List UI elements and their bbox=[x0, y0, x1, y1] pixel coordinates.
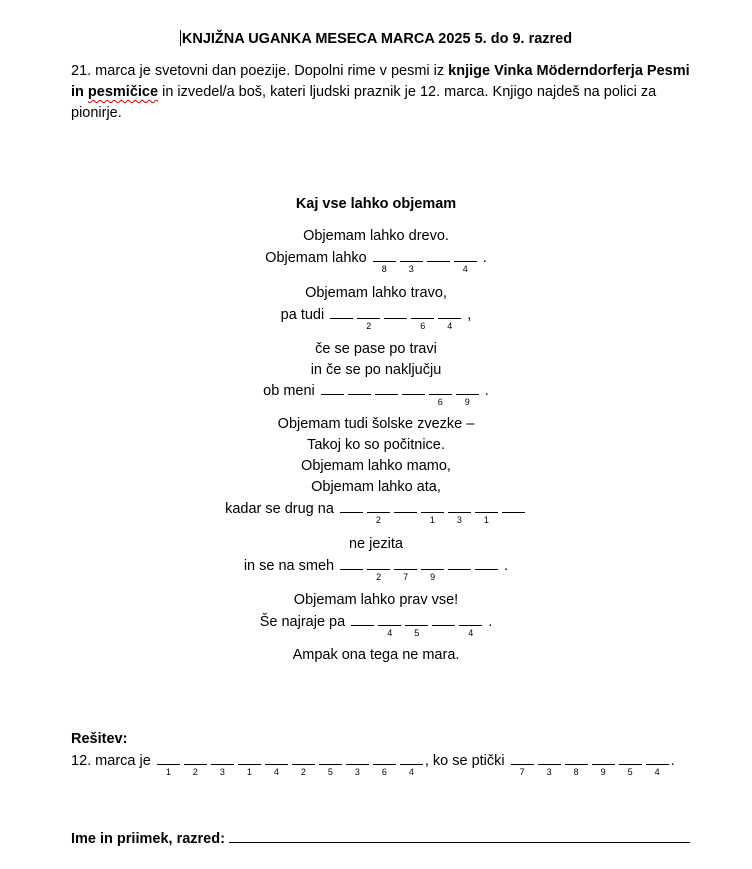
letter-index: 2 bbox=[375, 515, 381, 525]
letter-blank[interactable] bbox=[475, 500, 498, 525]
letter-index: 4 bbox=[408, 767, 414, 777]
letter-index: 3 bbox=[546, 767, 552, 777]
letter-blank[interactable] bbox=[238, 752, 261, 777]
letter-blank[interactable] bbox=[157, 752, 180, 777]
solution-line: 12. marca je 1 2 3 1 4 2 5 3 6 4 , ko se ptički 7 3 8 9 5 4 . bbox=[71, 753, 675, 777]
solution-blanks-1 bbox=[155, 753, 425, 777]
letter-index: 1 bbox=[429, 515, 435, 525]
letter-index: 4 bbox=[654, 767, 660, 777]
letter-index: 5 bbox=[627, 767, 633, 777]
book-title: knjige Vinka Möderndorferja Pesmi in pesmičice bbox=[71, 63, 690, 100]
letter-blank[interactable] bbox=[432, 613, 455, 626]
letter-index: 4 bbox=[462, 264, 468, 274]
letter-blank[interactable] bbox=[319, 752, 342, 777]
letter-blank[interactable] bbox=[438, 306, 461, 331]
letter-index: 2 bbox=[376, 572, 382, 582]
letter-index: 4 bbox=[468, 628, 474, 638]
letter-blank[interactable] bbox=[511, 752, 534, 777]
poem-line: Objemam tudi šolske zvezke – bbox=[277, 416, 475, 432]
text-cursor bbox=[180, 30, 181, 46]
letter-blank[interactable] bbox=[411, 306, 434, 331]
letter-blank[interactable] bbox=[538, 752, 561, 777]
letter-blank[interactable] bbox=[421, 500, 444, 525]
poem-line: Še najraje pa 4 5 4 . bbox=[259, 614, 493, 638]
poem-line: kadar se drug na 2 1 3 1 bbox=[0, 500, 752, 517]
letter-blank[interactable] bbox=[429, 382, 452, 407]
poem-line: Takoj ko so počitnice. bbox=[307, 437, 445, 453]
solution-blanks-2 bbox=[509, 753, 671, 777]
poem-line: ne jezita bbox=[348, 536, 403, 552]
letter-blank[interactable] bbox=[427, 249, 450, 262]
letter-blank[interactable] bbox=[646, 752, 669, 777]
letter-blank[interactable] bbox=[265, 752, 288, 777]
poem-line: pa tudi 2 6 4 , bbox=[280, 307, 472, 331]
letter-index: 2 bbox=[192, 767, 198, 777]
intro-paragraph: 21. marca je svetovni dan poezije. Dopolni rime v pesmi iz knjige Vinka Möderndorferja Pesmi in pesmičice in izvedel/a boš, kateri ljudski praznik je 12. marca. Knjigo najdeš na polici za pionirje. bbox=[71, 63, 690, 121]
poem-line: če se pase po travi bbox=[315, 341, 437, 357]
poem-line: Objemam lahko travo, bbox=[305, 285, 447, 301]
poem-line: Ampak ona tega ne mara. bbox=[292, 647, 460, 663]
poem-line: in se na smeh 2 7 9 . bbox=[243, 558, 509, 582]
letter-blank[interactable] bbox=[592, 752, 615, 777]
letter-index: 6 bbox=[420, 321, 426, 331]
letter-index: 7 bbox=[403, 572, 409, 582]
letter-index: 9 bbox=[430, 572, 436, 582]
letter-blank[interactable] bbox=[211, 752, 234, 777]
letter-index: 1 bbox=[165, 767, 171, 777]
letter-blank[interactable] bbox=[459, 613, 482, 638]
letter-blank[interactable] bbox=[346, 752, 369, 777]
letter-index: 4 bbox=[447, 321, 453, 331]
letter-blank[interactable] bbox=[502, 500, 525, 513]
letter-blank[interactable] bbox=[340, 500, 363, 513]
letter-blank[interactable] bbox=[394, 557, 417, 582]
letter-blank[interactable] bbox=[321, 382, 344, 395]
letter-index: 6 bbox=[437, 397, 443, 407]
letter-blank[interactable] bbox=[357, 306, 380, 331]
name-underline[interactable] bbox=[229, 828, 690, 843]
letter-index: 3 bbox=[408, 264, 414, 274]
letter-index: 9 bbox=[600, 767, 606, 777]
poem-line: Objemam lahko drevo. bbox=[303, 228, 449, 244]
letter-blank[interactable] bbox=[367, 500, 390, 525]
name-field: Ime in priimek, razred: bbox=[71, 828, 690, 847]
letter-blank[interactable] bbox=[373, 752, 396, 777]
letter-blank[interactable] bbox=[373, 249, 396, 274]
poem-line: Objemam lahko mamo, bbox=[301, 458, 451, 474]
letter-index: 4 bbox=[273, 767, 279, 777]
letter-blank[interactable] bbox=[184, 752, 207, 777]
letter-blank[interactable] bbox=[475, 557, 498, 570]
letter-blank[interactable] bbox=[384, 306, 407, 319]
letter-index: 8 bbox=[381, 264, 387, 274]
letter-blank[interactable] bbox=[351, 613, 374, 626]
letter-index: 1 bbox=[483, 515, 489, 525]
solution-label: Rešitev: bbox=[71, 731, 128, 747]
page-title: KNJIŽNA UGANKA MESECA MARCA 2025 5. do 9. razred bbox=[181, 31, 573, 47]
letter-blank[interactable] bbox=[400, 752, 423, 777]
spellcheck-word: pesmičice bbox=[87, 84, 159, 100]
poem-title: Kaj vse lahko objemam bbox=[295, 196, 457, 212]
letter-index: 3 bbox=[219, 767, 225, 777]
letter-index: 6 bbox=[381, 767, 387, 777]
letter-blank[interactable] bbox=[402, 382, 425, 395]
letter-blank[interactable] bbox=[454, 249, 477, 274]
letter-blank[interactable] bbox=[292, 752, 315, 777]
letter-blank[interactable] bbox=[421, 557, 444, 582]
letter-index: 4 bbox=[387, 628, 393, 638]
letter-index: 1 bbox=[246, 767, 252, 777]
letter-blank[interactable] bbox=[565, 752, 588, 777]
letter-index: 5 bbox=[414, 628, 420, 638]
letter-index: 5 bbox=[327, 767, 333, 777]
poem-line: Objemam lahko prav vse! bbox=[293, 592, 459, 608]
letter-index: 7 bbox=[519, 767, 525, 777]
poem-line: Objemam lahko 8 3 4 . bbox=[265, 250, 487, 274]
letter-blank[interactable] bbox=[367, 557, 390, 582]
letter-blank[interactable] bbox=[378, 613, 401, 638]
letter-blank[interactable] bbox=[375, 382, 398, 395]
letter-blank[interactable] bbox=[400, 249, 423, 274]
letter-blank[interactable] bbox=[448, 500, 471, 525]
letter-blank[interactable] bbox=[456, 382, 479, 407]
letter-index: 9 bbox=[464, 397, 470, 407]
letter-blank[interactable] bbox=[619, 752, 642, 777]
letter-blank[interactable] bbox=[340, 557, 363, 570]
letter-index: 3 bbox=[456, 515, 462, 525]
poem-line: in če se po naključju bbox=[310, 362, 442, 378]
letter-index: 2 bbox=[366, 321, 372, 331]
poem-line: ob meni 6 9 . bbox=[263, 383, 489, 407]
letter-index: 3 bbox=[354, 767, 360, 777]
letter-index: 2 bbox=[300, 767, 306, 777]
letter-blank[interactable] bbox=[405, 613, 428, 638]
letter-blank[interactable] bbox=[448, 557, 471, 570]
poem-line: Objemam lahko ata, bbox=[311, 479, 441, 495]
letter-blank[interactable] bbox=[330, 306, 353, 319]
letter-blank[interactable] bbox=[394, 500, 417, 513]
letter-blank[interactable] bbox=[348, 382, 371, 395]
letter-index: 8 bbox=[573, 767, 579, 777]
